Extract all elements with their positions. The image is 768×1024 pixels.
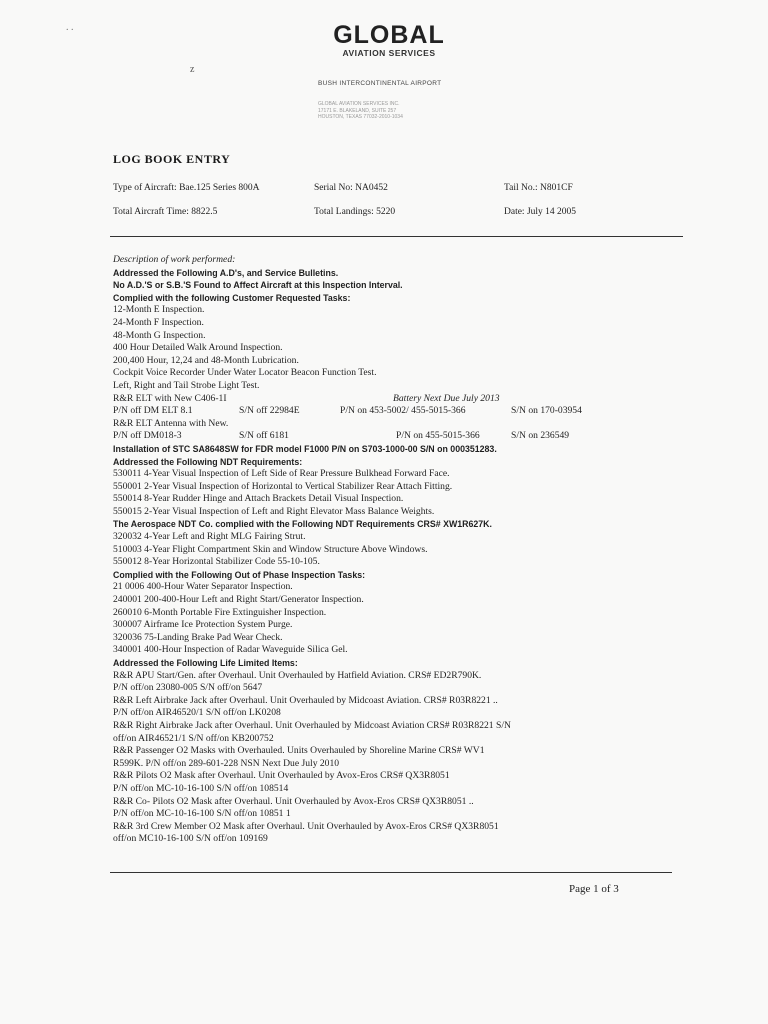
total-aircraft-time: Total Aircraft Time: 8822.5 [113,207,218,217]
page-number: Page 1 of 3 [569,883,619,895]
work-item: 260010 6-Month Portable Fire Extinguisher Inspection. [113,606,327,618]
pn-on: P/N on 453-5002/ 455-5015-366 [340,405,466,417]
aircraft-type: Type of Aircraft: Bae.125 Series 800A [113,183,260,193]
work-item: P/N off/on AIR46520/1 S/N off/on LK0208 [113,707,281,719]
address-line: HOUSTON, TEXAS 77032-2010-1034 [318,114,403,120]
work-item: P/N off/on MC-10-16-100 S/N off/on 10851 1 [113,808,291,820]
work-item: 48-Month G Inspection. [113,329,206,341]
work-item: 550014 8-Year Rudder Hinge and Attach Brackets Detail Visual Inspection. [113,493,404,505]
logo-wordmark: GLOBAL [333,21,445,49]
section-heading: Addressed the Following NDT Requirements: [113,456,303,467]
section-heading: Installation of STC SA8648SW for FDR model F1000 P/N on S703-1000-00 S/N on 000351283. [113,443,497,454]
sn-on: S/N on 170-03954 [511,405,582,417]
work-description [113,254,673,846]
section-heading: The Aerospace NDT Co. complied with the Following NDT Requirements CRS# XW1R627K. [113,519,492,530]
battery-next-due: Battery Next Due July 2013 [393,392,500,404]
airport-name: BUSH INTERCONTINENTAL AIRPORT [318,80,442,87]
pn-off: P/N off DM018-3 [113,430,182,442]
part-number-line [113,430,673,443]
sn-off: S/N off 22984E [239,405,300,417]
section-heading: Addressed the Following A.D's, and Service Bulletins. [113,267,339,278]
footer-divider [110,872,672,873]
tail-number: Tail No.: N801CF [504,183,573,193]
entry-date: Date: July 14 2005 [504,207,577,217]
work-item: R&R Right Airbrake Jack after Overhaul. Unit Overhauled by Midcoast Aviation CRS# R03R8221 S/N [113,719,511,731]
work-item: 510003 4-Year Flight Compartment Skin and Window Structure Above Windows. [113,543,428,555]
work-item: Left, Right and Tail Strobe Light Test. [113,379,260,391]
work-item: 400 Hour Detailed Walk Around Inspection. [113,342,283,354]
work-item: 320032 4-Year Left and Right MLG Fairing Strut. [113,531,306,543]
work-item: 24-Month F Inspection. [113,316,204,328]
work-item: 530011 4-Year Visual Inspection of Left Side of Rear Pressure Bulkhead Forward Face. [113,468,450,480]
section-heading: No A.D.'S or S.B.'S Found to Affect Aircraft at this Inspection Interval. [113,280,403,291]
page-title: LOG BOOK ENTRY [113,152,231,166]
work-item: 300007 Airframe Ice Protection System Purge. [113,619,293,631]
total-landings: Total Landings: 5220 [314,207,396,217]
work-item: 550015 2-Year Visual Inspection of Left and Right Elevator Mass Balance Weights. [113,505,435,517]
serial-number: Serial No: NA0452 [314,183,388,193]
address-line: GLOBAL AVIATION SERVICES INC. [318,101,400,107]
work-item: 320036 75-Landing Brake Pad Wear Check. [113,631,283,643]
work-item: 550001 2-Year Visual Inspection of Horizontal to Vertical Stabilizer Rear Attach Fitting. [113,480,453,492]
work-item: R&R Co- Pilots O2 Mask after Overhaul. Unit Overhauled by Avox-Eros CRS# QX3R8051 .. [113,795,474,807]
work-item: 550012 8-Year Horizontal Stabilizer Code 55-10-105. [113,556,320,568]
company-address [318,101,403,121]
antenna-line: R&R ELT Antenna with New. [113,417,229,429]
part-number-line [113,405,673,418]
pn-on: P/N on 455-5015-366 [396,430,480,442]
corner-marks: . . [66,22,74,33]
work-item: 12-Month E Inspection. [113,304,205,316]
work-item: R&R Pilots O2 Mask after Overhaul. Unit Overhauled by Avox-Eros CRS# QX3R8051 [113,770,450,782]
section-heading: Complied with the Following Out of Phase Inspection Tasks: [113,569,366,580]
work-item: R&R 3rd Crew Member O2 Mask after Overhaul. Unit Overhauled by Avox-Eros CRS# QX3R8051 [113,820,499,832]
elt-replacement: R&R ELT with New C406-1I [113,392,227,404]
work-item: R599K. P/N off/on 289-601-228 NSN Next Due July 2010 [113,757,340,769]
sn-on: S/N on 236549 [511,430,570,442]
work-item: 200,400 Hour, 12,24 and 48-Month Lubrication. [113,354,299,366]
logo-subtitle: AVIATION SERVICES [342,48,436,58]
work-item: Cockpit Voice Recorder Under Water Locator Beacon Function Test. [113,367,377,379]
work-item: R&R Passenger O2 Masks with Overhauled. Units Overhauled by Shoreline Marine CRS# WV1 [113,745,485,757]
section-heading: Addressed the Following Life Limited Items: [113,658,298,668]
elt-line [113,393,673,406]
section-heading: Complied with the following Customer Requested Tasks: [113,292,351,303]
company-logo [300,22,470,58]
stray-mark: z [190,64,195,75]
work-item: 21 0006 400-Hour Water Separator Inspection. [113,581,293,593]
work-item: P/N off/on MC-10-16-100 S/N off/on 108514 [113,782,289,794]
pn-off: P/N off DM ELT 8.1 [113,405,193,417]
work-item: R&R APU Start/Gen. after Overhaul. Unit Overhauled by Hatfield Aviation. CRS# ED2R790K. [113,669,482,681]
sn-off: S/N off 6181 [239,430,289,442]
description-label: Description of work performed: [113,254,236,265]
work-item: P/N off/on 23080-005 S/N off/on 5647 [113,682,263,694]
work-item: off/on MC10-16-100 S/N off/on 109169 [113,833,268,845]
work-item: R&R Left Airbrake Jack after Overhaul. Unit Overhauled by Midcoast Aviation. CRS# R03R8221 .. [113,694,498,706]
work-item: 340001 400-Hour Inspection of Radar Waveguide Silica Gel. [113,644,348,656]
work-item: off/on AIR46521/1 S/N off/on KB200752 [113,732,274,744]
address-line: 17171 E. BLAKELAND, SUITE 257 [318,107,397,114]
header-divider [110,236,683,237]
work-item: 240001 200-400-Hour Left and Right Start/Generator Inspection. [113,594,364,606]
